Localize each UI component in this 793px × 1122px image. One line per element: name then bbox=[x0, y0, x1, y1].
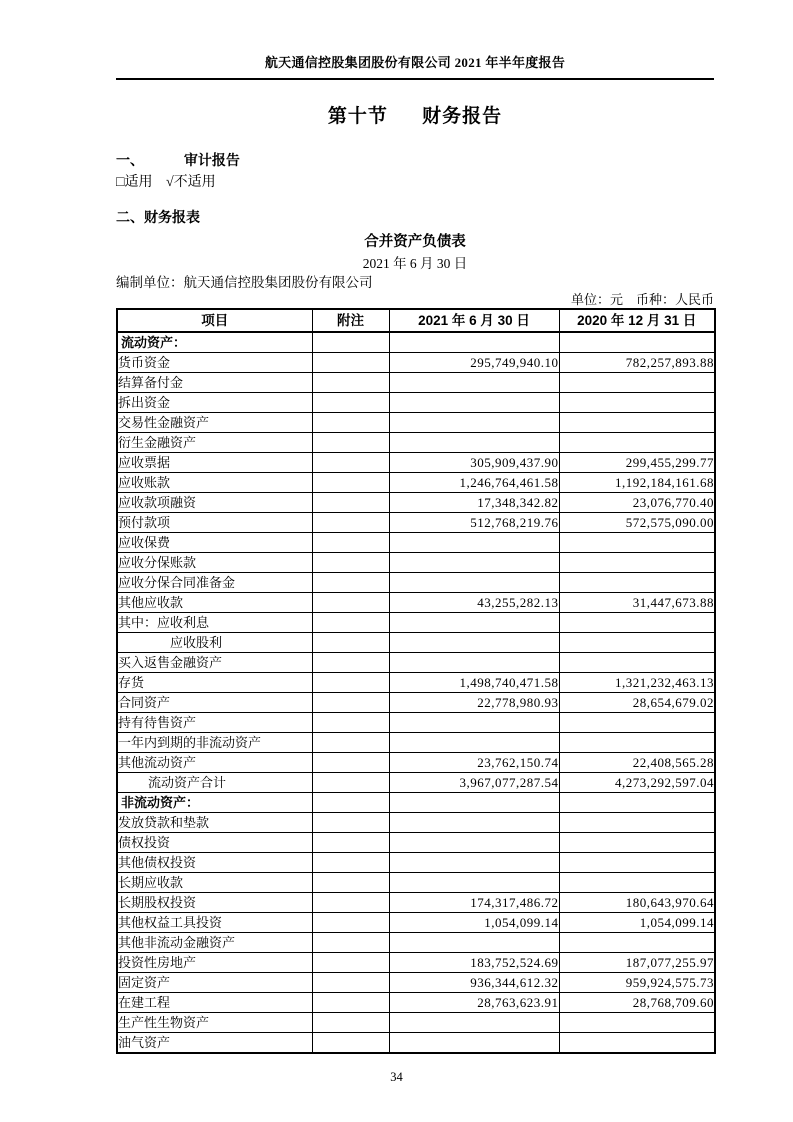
note-cell bbox=[312, 493, 389, 513]
not-applicable-checkbox-option: √不适用 bbox=[165, 175, 216, 190]
value-2020-cell bbox=[559, 613, 715, 633]
note-cell bbox=[312, 713, 389, 733]
value-2021-cell bbox=[389, 373, 559, 393]
item-cell: 油气资产 bbox=[117, 1033, 312, 1054]
note-cell bbox=[312, 473, 389, 493]
note-cell bbox=[312, 813, 389, 833]
item-cell: 应收保费 bbox=[117, 533, 312, 553]
note-cell bbox=[312, 993, 389, 1013]
value-2021-cell bbox=[389, 873, 559, 893]
unit-currency-note: 单位：元 币种：人民币 bbox=[570, 292, 714, 307]
table-row bbox=[117, 553, 715, 573]
value-2021-cell bbox=[389, 813, 559, 833]
value-2020-cell bbox=[559, 633, 715, 653]
item-cell: 其他权益工具投资 bbox=[117, 913, 312, 933]
table-row bbox=[117, 893, 715, 913]
note-cell bbox=[312, 633, 389, 653]
value-2020-cell: 959,924,575.73 bbox=[559, 973, 715, 993]
table-row bbox=[117, 332, 715, 353]
value-2021-cell bbox=[389, 533, 559, 553]
item-cell: 非流动资产： bbox=[117, 793, 312, 813]
value-2020-cell bbox=[559, 713, 715, 733]
value-2020-cell: 23,076,770.40 bbox=[559, 493, 715, 513]
applicability-line bbox=[116, 173, 714, 192]
value-2020-cell bbox=[559, 653, 715, 673]
value-2021-cell: 512,768,219.76 bbox=[389, 513, 559, 533]
value-2021-cell bbox=[389, 1033, 559, 1054]
value-2020-cell bbox=[559, 373, 715, 393]
table-row bbox=[117, 1013, 715, 1033]
value-2020-cell: 180,643,970.64 bbox=[559, 893, 715, 913]
table-row bbox=[117, 953, 715, 973]
note-cell bbox=[312, 793, 389, 813]
note-cell bbox=[312, 673, 389, 693]
table-row bbox=[117, 773, 715, 793]
prepared-by-line: 编制单位：航天通信控股集团股份有限公司 bbox=[116, 275, 373, 290]
table-row bbox=[117, 913, 715, 933]
item-cell: 应收分保账款 bbox=[117, 553, 312, 573]
table-row bbox=[117, 653, 715, 673]
applicable-checkbox-option: □适用 bbox=[116, 175, 153, 190]
column-header-2021: 2021 年 6 月 30 日 bbox=[389, 309, 559, 332]
table-row bbox=[117, 413, 715, 433]
table-row bbox=[117, 533, 715, 553]
value-2021-cell: 43,255,282.13 bbox=[389, 593, 559, 613]
value-2020-cell: 572,575,090.00 bbox=[559, 513, 715, 533]
note-cell bbox=[312, 693, 389, 713]
item-cell: 其他债权投资 bbox=[117, 853, 312, 873]
item-cell: 衍生金融资产 bbox=[117, 433, 312, 453]
value-2020-cell: 1,192,184,161.68 bbox=[559, 473, 715, 493]
table-row bbox=[117, 813, 715, 833]
value-2020-cell bbox=[559, 833, 715, 853]
table-row bbox=[117, 733, 715, 753]
note-cell bbox=[312, 733, 389, 753]
table-row bbox=[117, 693, 715, 713]
chapter-label: 第十节 bbox=[327, 106, 388, 127]
note-cell bbox=[312, 933, 389, 953]
audit-heading-label: 审计报告 bbox=[183, 152, 240, 168]
item-cell: 流动资产合计 bbox=[117, 773, 312, 793]
note-cell bbox=[312, 973, 389, 993]
note-cell bbox=[312, 1013, 389, 1033]
value-2020-cell: 28,654,679.02 bbox=[559, 693, 715, 713]
item-cell: 货币资金 bbox=[117, 353, 312, 373]
statements-section-heading: 二、财务报表 bbox=[116, 209, 200, 225]
table-row bbox=[117, 873, 715, 893]
value-2020-cell bbox=[559, 332, 715, 353]
table-row bbox=[117, 933, 715, 953]
note-cell bbox=[312, 453, 389, 473]
value-2021-cell bbox=[389, 833, 559, 853]
table-row bbox=[117, 833, 715, 853]
value-2020-cell: 782,257,893.88 bbox=[559, 353, 715, 373]
value-2020-cell bbox=[559, 853, 715, 873]
value-2020-cell bbox=[559, 793, 715, 813]
audit-index-label: 一、 bbox=[116, 152, 144, 168]
note-cell bbox=[312, 913, 389, 933]
value-2020-cell bbox=[559, 733, 715, 753]
item-cell: 债权投资 bbox=[117, 833, 312, 853]
table-row bbox=[117, 993, 715, 1013]
value-2021-cell bbox=[389, 332, 559, 353]
value-2021-cell: 936,344,612.32 bbox=[389, 973, 559, 993]
note-cell bbox=[312, 753, 389, 773]
content-area bbox=[116, 0, 714, 1054]
table-row bbox=[117, 453, 715, 473]
item-cell: 结算备付金 bbox=[117, 373, 312, 393]
note-cell bbox=[312, 413, 389, 433]
note-cell bbox=[312, 353, 389, 373]
item-cell: 其中：应收利息 bbox=[117, 613, 312, 633]
value-2020-cell: 31,447,673.88 bbox=[559, 593, 715, 613]
note-cell bbox=[312, 433, 389, 453]
audit-section-heading bbox=[116, 151, 714, 170]
value-2020-cell: 299,455,299.77 bbox=[559, 453, 715, 473]
item-cell: 合同资产 bbox=[117, 693, 312, 713]
item-cell: 流动资产： bbox=[117, 332, 312, 353]
item-cell: 在建工程 bbox=[117, 993, 312, 1013]
column-header-item: 项目 bbox=[117, 309, 312, 332]
table-row bbox=[117, 593, 715, 613]
value-2021-cell: 1,246,764,461.58 bbox=[389, 473, 559, 493]
column-header-note: 附注 bbox=[312, 309, 389, 332]
item-cell: 其他非流动金融资产 bbox=[117, 933, 312, 953]
item-cell: 投资性房地产 bbox=[117, 953, 312, 973]
note-cell bbox=[312, 1033, 389, 1054]
value-2021-cell: 22,778,980.93 bbox=[389, 693, 559, 713]
note-cell bbox=[312, 553, 389, 573]
table-row bbox=[117, 1033, 715, 1054]
table-row bbox=[117, 633, 715, 653]
value-2020-cell bbox=[559, 433, 715, 453]
note-cell bbox=[312, 873, 389, 893]
table-row bbox=[117, 473, 715, 493]
item-cell: 长期股权投资 bbox=[117, 893, 312, 913]
value-2020-cell: 1,321,232,463.13 bbox=[559, 673, 715, 693]
value-2021-cell: 183,752,524.69 bbox=[389, 953, 559, 973]
value-2020-cell bbox=[559, 873, 715, 893]
value-2021-cell bbox=[389, 713, 559, 733]
table-row bbox=[117, 373, 715, 393]
note-cell bbox=[312, 513, 389, 533]
note-cell bbox=[312, 393, 389, 413]
title-label: 财务报告 bbox=[422, 106, 503, 127]
value-2020-cell bbox=[559, 413, 715, 433]
page-number: 34 bbox=[390, 1070, 403, 1084]
note-cell bbox=[312, 593, 389, 613]
value-2021-cell: 174,317,486.72 bbox=[389, 893, 559, 913]
note-cell bbox=[312, 773, 389, 793]
value-2021-cell bbox=[389, 793, 559, 813]
table-header-row bbox=[117, 309, 715, 332]
item-cell: 生产性生物资产 bbox=[117, 1013, 312, 1033]
value-2020-cell: 28,768,709.60 bbox=[559, 993, 715, 1013]
item-cell: 长期应收款 bbox=[117, 873, 312, 893]
note-cell bbox=[312, 533, 389, 553]
value-2021-cell: 17,348,342.82 bbox=[389, 493, 559, 513]
item-cell: 持有待售资产 bbox=[117, 713, 312, 733]
value-2021-cell: 1,498,740,471.58 bbox=[389, 673, 559, 693]
item-cell: 应收股利 bbox=[117, 633, 312, 653]
value-2020-cell bbox=[559, 533, 715, 553]
value-2021-cell bbox=[389, 413, 559, 433]
value-2020-cell bbox=[559, 1013, 715, 1033]
value-2020-cell bbox=[559, 1033, 715, 1054]
table-row bbox=[117, 393, 715, 413]
table-row bbox=[117, 493, 715, 513]
item-cell: 其他流动资产 bbox=[117, 753, 312, 773]
item-cell: 交易性金融资产 bbox=[117, 413, 312, 433]
value-2021-cell bbox=[389, 933, 559, 953]
value-2021-cell bbox=[389, 653, 559, 673]
value-2020-cell bbox=[559, 393, 715, 413]
value-2021-cell bbox=[389, 573, 559, 593]
value-2021-cell bbox=[389, 733, 559, 753]
note-cell bbox=[312, 833, 389, 853]
value-2021-cell bbox=[389, 433, 559, 453]
value-2021-cell bbox=[389, 393, 559, 413]
item-cell: 预付款项 bbox=[117, 513, 312, 533]
table-row bbox=[117, 673, 715, 693]
item-cell: 存货 bbox=[117, 673, 312, 693]
value-2021-cell: 28,763,623.91 bbox=[389, 993, 559, 1013]
item-cell: 拆出资金 bbox=[117, 393, 312, 413]
note-cell bbox=[312, 573, 389, 593]
value-2020-cell: 4,273,292,597.04 bbox=[559, 773, 715, 793]
value-2020-cell bbox=[559, 573, 715, 593]
item-cell: 发放贷款和垫款 bbox=[117, 813, 312, 833]
note-cell bbox=[312, 953, 389, 973]
item-cell: 应收账款 bbox=[117, 473, 312, 493]
value-2020-cell: 1,054,099.14 bbox=[559, 913, 715, 933]
value-2021-cell bbox=[389, 633, 559, 653]
table-row bbox=[117, 613, 715, 633]
header-divider bbox=[116, 78, 714, 80]
table-row bbox=[117, 853, 715, 873]
value-2020-cell bbox=[559, 813, 715, 833]
value-2021-cell bbox=[389, 1013, 559, 1033]
item-cell: 其他应收款 bbox=[117, 593, 312, 613]
note-cell bbox=[312, 653, 389, 673]
table-row bbox=[117, 793, 715, 813]
balance-sheet-date: 2021 年 6 月 30 日 bbox=[362, 256, 468, 271]
table-row bbox=[117, 573, 715, 593]
balance-sheet-title: 合并资产负债表 bbox=[364, 234, 466, 250]
table-row bbox=[117, 353, 715, 373]
item-cell: 一年内到期的非流动资产 bbox=[117, 733, 312, 753]
value-2020-cell: 22,408,565.28 bbox=[559, 753, 715, 773]
item-cell: 应收款项融资 bbox=[117, 493, 312, 513]
balance-sheet-rows bbox=[117, 332, 715, 1053]
table-row bbox=[117, 753, 715, 773]
value-2021-cell: 3,967,077,287.54 bbox=[389, 773, 559, 793]
value-2020-cell bbox=[559, 553, 715, 573]
table-row bbox=[117, 713, 715, 733]
value-2021-cell: 305,909,437.90 bbox=[389, 453, 559, 473]
value-2021-cell: 23,762,150.74 bbox=[389, 753, 559, 773]
note-cell bbox=[312, 893, 389, 913]
value-2021-cell bbox=[389, 853, 559, 873]
table-row bbox=[117, 973, 715, 993]
value-2020-cell bbox=[559, 933, 715, 953]
table-row bbox=[117, 433, 715, 453]
value-2021-cell bbox=[389, 613, 559, 633]
note-cell bbox=[312, 853, 389, 873]
value-2021-cell bbox=[389, 553, 559, 573]
table-row bbox=[117, 513, 715, 533]
item-cell: 应收票据 bbox=[117, 453, 312, 473]
column-header-2020: 2020 年 12 月 31 日 bbox=[559, 309, 715, 332]
item-cell: 应收分保合同准备金 bbox=[117, 573, 312, 593]
value-2021-cell: 1,054,099.14 bbox=[389, 913, 559, 933]
balance-sheet-table bbox=[116, 308, 716, 1054]
note-cell bbox=[312, 613, 389, 633]
item-cell: 买入返售金融资产 bbox=[117, 653, 312, 673]
report-header-text: 航天通信控股集团股份有限公司 2021 年半年度报告 bbox=[264, 55, 566, 70]
item-cell: 固定资产 bbox=[117, 973, 312, 993]
page-title bbox=[116, 104, 714, 130]
note-cell bbox=[312, 373, 389, 393]
value-2020-cell: 187,077,255.97 bbox=[559, 953, 715, 973]
value-2021-cell: 295,749,940.10 bbox=[389, 353, 559, 373]
note-cell bbox=[312, 332, 389, 353]
